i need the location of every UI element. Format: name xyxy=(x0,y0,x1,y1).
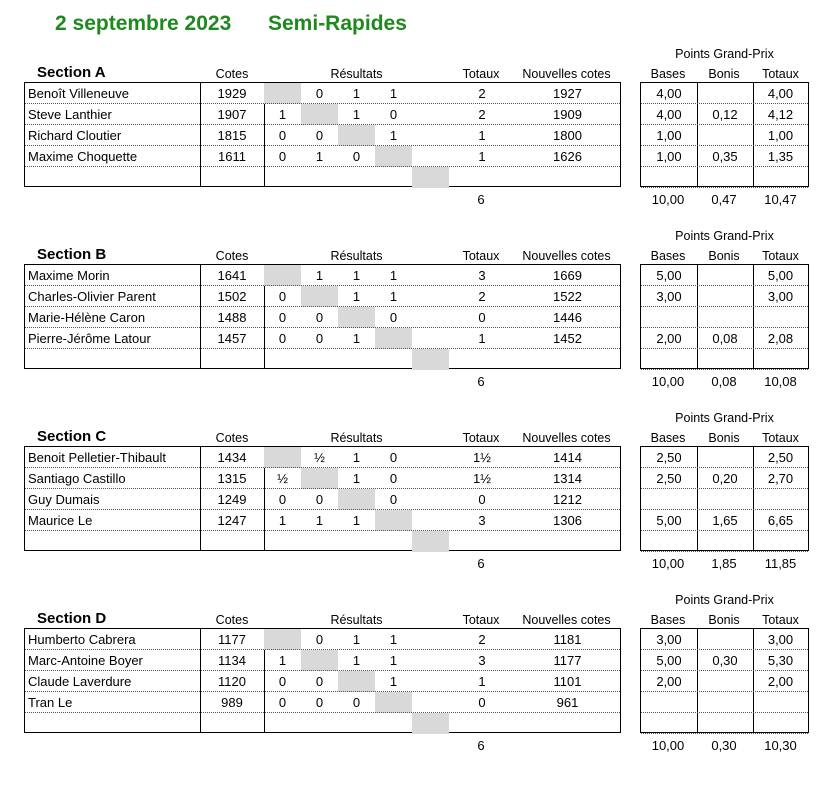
result-cell: 1 xyxy=(315,268,324,283)
player-cote: 1134 xyxy=(218,653,246,668)
gp-row xyxy=(641,265,808,286)
gp-row xyxy=(641,468,808,489)
gp-bases xyxy=(641,307,697,328)
result-cell: 0 xyxy=(315,86,324,101)
player-new-cote: 1909 xyxy=(553,107,582,122)
result-cell: 1 xyxy=(352,513,361,528)
table-row xyxy=(25,286,620,307)
result-cell: 0 xyxy=(278,674,287,689)
player-cote: 1929 xyxy=(217,86,247,101)
gp-total: 5,30 xyxy=(767,653,794,668)
header-nouvelles-cotes: Nouvelles cotes xyxy=(522,249,611,263)
player-name: Maxime Choquette xyxy=(28,149,138,164)
player-new-cote: 1181 xyxy=(553,632,582,647)
result-cell: 1 xyxy=(352,289,361,304)
result-cell xyxy=(301,650,338,671)
table-row xyxy=(25,692,620,713)
sum-bonis: 0,08 xyxy=(711,374,737,389)
grand-prix-table xyxy=(640,82,809,187)
gp-bases: 4,00 xyxy=(656,86,682,101)
results-table xyxy=(24,446,621,551)
table-row xyxy=(25,629,620,650)
player-cote: 1457 xyxy=(217,331,247,346)
grand-prix-title: Points Grand-Prix xyxy=(675,47,774,61)
sum-bases: 10,00 xyxy=(651,556,685,571)
gp-total: 2,70 xyxy=(767,471,794,486)
header-nouvelles-cotes: Nouvelles cotes xyxy=(522,613,611,627)
result-cell: 1 xyxy=(352,86,361,101)
gp-bonis xyxy=(697,447,753,468)
header-resultats: Résultats xyxy=(330,67,383,81)
player-name: Benoît Villeneuve xyxy=(28,86,129,101)
gp-bases xyxy=(641,489,697,510)
gp-total xyxy=(753,692,808,713)
player-name: Steve Lanthier xyxy=(28,107,112,122)
grand-prix-table xyxy=(640,446,809,551)
player-cote: 1434 xyxy=(217,450,247,465)
result-cell: 1 xyxy=(389,632,398,647)
result-cell: 0 xyxy=(278,310,287,325)
result-cell xyxy=(264,447,301,468)
gp-total: 3,00 xyxy=(767,632,794,647)
gp-row xyxy=(641,146,808,167)
result-cell xyxy=(338,125,375,146)
table-row xyxy=(25,265,620,286)
header-bonis: Bonis xyxy=(708,613,740,627)
sum-gp-total: 10,30 xyxy=(764,738,797,753)
result-cell xyxy=(301,104,338,125)
grand-prix-title: Points Grand-Prix xyxy=(675,593,774,607)
player-cote: 1249 xyxy=(217,492,247,507)
gp-row xyxy=(641,629,808,650)
header-bonis: Bonis xyxy=(708,249,740,263)
sum-bonis: 1,85 xyxy=(711,556,737,571)
table-row xyxy=(25,125,620,146)
result-cell: 0 xyxy=(389,310,398,325)
gp-row xyxy=(641,104,808,125)
result-cell: 0 xyxy=(389,492,398,507)
gp-total: 1,00 xyxy=(767,128,794,143)
player-cote: 1611 xyxy=(218,149,246,164)
result-cell xyxy=(338,489,375,510)
empty-row xyxy=(25,531,620,552)
result-cell: 0 xyxy=(278,128,287,143)
result-cell xyxy=(301,468,338,489)
result-cell: 0 xyxy=(389,107,398,122)
player-total: 1 xyxy=(478,674,486,689)
result-cell: 0 xyxy=(315,632,324,647)
empty-row xyxy=(25,713,620,734)
gp-bonis xyxy=(697,265,753,286)
player-name: Santiago Castillo xyxy=(28,471,126,486)
player-name: Claude Laverdure xyxy=(28,674,132,689)
result-cell: 1 xyxy=(315,513,324,528)
gp-empty-row xyxy=(641,713,808,734)
header-bonis: Bonis xyxy=(708,431,740,445)
result-cell: 1 xyxy=(389,289,398,304)
header-bases: Bases xyxy=(650,431,686,445)
gp-bonis xyxy=(697,489,753,510)
header-totaux: Totaux xyxy=(462,431,500,445)
gp-total: 5,00 xyxy=(767,268,794,283)
result-cell: 1 xyxy=(389,86,398,101)
section-block xyxy=(0,229,827,426)
result-cell xyxy=(338,307,375,328)
gp-empty-row xyxy=(641,167,808,188)
gp-row xyxy=(641,650,808,671)
header-cotes: Cotes xyxy=(215,431,249,445)
player-name: Humberto Cabrera xyxy=(28,632,136,647)
section-total-points: 6 xyxy=(477,556,485,571)
player-total: 3 xyxy=(478,268,486,283)
result-cell xyxy=(375,692,412,713)
result-cell xyxy=(375,146,412,167)
gp-bonis: 1,65 xyxy=(712,513,738,528)
player-name: Maxime Morin xyxy=(28,268,110,283)
player-new-cote: 1306 xyxy=(553,513,582,528)
results-table xyxy=(24,264,621,369)
gp-bases: 5,00 xyxy=(656,653,682,668)
player-cote: 1907 xyxy=(217,107,247,122)
gp-bases: 3,00 xyxy=(656,632,682,647)
event-date: 2 septembre 2023 xyxy=(55,12,232,35)
sum-bases: 10,00 xyxy=(651,738,685,753)
player-new-cote: 1522 xyxy=(553,289,582,304)
table-row xyxy=(25,146,620,167)
table-row xyxy=(25,328,620,349)
header-cotes: Cotes xyxy=(215,249,249,263)
header-resultats: Résultats xyxy=(330,613,383,627)
player-cote: 1641 xyxy=(217,268,247,283)
result-cell: 0 xyxy=(278,492,287,507)
gp-bonis: 0,35 xyxy=(712,149,738,164)
grand-prix-title: Points Grand-Prix xyxy=(675,411,774,425)
player-new-cote: 1314 xyxy=(553,471,582,486)
player-total: 0 xyxy=(478,310,486,325)
gp-row xyxy=(641,671,808,692)
header-resultats: Résultats xyxy=(330,249,383,263)
player-name: Maurice Le xyxy=(28,513,93,528)
player-new-cote: 1212 xyxy=(553,492,582,507)
gp-row xyxy=(641,83,808,104)
header-cotes: Cotes xyxy=(215,67,249,81)
result-cell: 1 xyxy=(352,331,361,346)
gp-bases: 2,50 xyxy=(656,471,682,486)
header-gp-totaux: Totaux xyxy=(762,249,799,263)
gp-bonis: 0,08 xyxy=(712,331,738,346)
gp-total xyxy=(753,489,808,510)
player-cote: 1177 xyxy=(218,632,246,647)
result-cell: 1 xyxy=(352,450,361,465)
section-title: Section C xyxy=(37,428,107,445)
player-cote: 1315 xyxy=(217,471,247,486)
result-cell: 0 xyxy=(315,128,324,143)
player-name: Marie-Hélène Caron xyxy=(28,310,146,325)
result-cell: 0 xyxy=(278,289,287,304)
player-total: 2 xyxy=(478,289,486,304)
player-new-cote: 1446 xyxy=(553,310,582,325)
player-new-cote: 1177 xyxy=(553,653,582,668)
result-cell: 0 xyxy=(389,471,398,486)
result-cell xyxy=(375,510,412,531)
gp-row xyxy=(641,447,808,468)
gp-row xyxy=(641,510,808,531)
section-total-points: 6 xyxy=(477,374,485,389)
player-name: Benoit Pelletier-Thibault xyxy=(28,450,167,465)
gp-bonis xyxy=(697,629,753,650)
player-cote: 1120 xyxy=(218,674,246,689)
table-row xyxy=(25,468,620,489)
result-cell: 0 xyxy=(315,492,324,507)
player-total: 3 xyxy=(478,513,486,528)
player-cote: 989 xyxy=(221,695,243,710)
result-cell: 1 xyxy=(352,632,361,647)
gp-bases: 1,00 xyxy=(656,128,682,143)
header-totaux: Totaux xyxy=(462,67,500,81)
gp-bonis: 0,12 xyxy=(712,107,738,122)
player-name: Tran Le xyxy=(28,695,73,710)
result-cell: 1 xyxy=(278,107,287,122)
result-cell xyxy=(338,671,375,692)
player-new-cote: 1927 xyxy=(553,86,582,101)
player-total: 1 xyxy=(478,128,486,143)
header-gp-totaux: Totaux xyxy=(762,67,799,81)
sum-bases: 10,00 xyxy=(651,192,685,207)
result-cell: ½ xyxy=(277,471,288,486)
player-new-cote: 961 xyxy=(556,695,579,710)
gp-bases: 5,00 xyxy=(656,513,682,528)
player-total: 3 xyxy=(478,653,486,668)
section-title: Section D xyxy=(37,610,107,627)
result-cell xyxy=(301,286,338,307)
player-total: 1½ xyxy=(472,471,492,486)
player-new-cote: 1669 xyxy=(553,268,582,283)
header-resultats: Résultats xyxy=(330,431,383,445)
gp-row xyxy=(641,125,808,146)
result-cell xyxy=(264,83,301,104)
results-table xyxy=(24,82,621,187)
result-cell: 1 xyxy=(278,513,287,528)
sum-bases: 10,00 xyxy=(651,374,685,389)
header-bases: Bases xyxy=(650,249,686,263)
header-bases: Bases xyxy=(650,67,686,81)
player-total: 1 xyxy=(478,331,486,346)
header-totaux: Totaux xyxy=(462,613,500,627)
section-total-points: 6 xyxy=(477,738,485,753)
result-cell: 0 xyxy=(278,331,287,346)
result-cell: 0 xyxy=(352,149,361,164)
header-cotes: Cotes xyxy=(215,613,249,627)
player-name: Marc-Antoine Boyer xyxy=(28,653,143,668)
gp-total xyxy=(753,307,808,328)
result-cell: 1 xyxy=(352,471,361,486)
section-title: Section B xyxy=(37,246,107,263)
empty-row xyxy=(25,167,620,188)
result-cell: 0 xyxy=(352,695,361,710)
gp-total: 2,50 xyxy=(767,450,794,465)
player-new-cote: 1414 xyxy=(553,450,582,465)
player-cote: 1815 xyxy=(217,128,247,143)
player-new-cote: 1452 xyxy=(553,331,582,346)
table-row xyxy=(25,650,620,671)
gp-row xyxy=(641,692,808,713)
gp-bases: 3,00 xyxy=(656,289,682,304)
gp-bases: 5,00 xyxy=(656,268,682,283)
player-new-cote: 1101 xyxy=(553,674,582,689)
player-total: 2 xyxy=(478,632,486,647)
player-cote: 1247 xyxy=(217,513,247,528)
sum-bonis: 0,47 xyxy=(711,192,737,207)
player-name: Guy Dumais xyxy=(28,492,100,507)
player-total: 2 xyxy=(478,86,486,101)
grand-prix-table xyxy=(640,264,809,369)
header-gp-totaux: Totaux xyxy=(762,431,799,445)
table-row xyxy=(25,307,620,328)
gp-empty-row xyxy=(641,349,808,370)
sum-gp-total: 10,47 xyxy=(764,192,797,207)
result-cell: 1 xyxy=(352,653,361,668)
section-total-points: 6 xyxy=(477,192,485,207)
gp-total: 1,35 xyxy=(767,149,794,164)
result-cell: 0 xyxy=(315,695,324,710)
sum-bonis: 0,30 xyxy=(711,738,737,753)
gp-row xyxy=(641,328,808,349)
result-cell: 0 xyxy=(315,331,324,346)
gp-bonis xyxy=(697,286,753,307)
player-name: Pierre-Jérôme Latour xyxy=(28,331,151,346)
result-cell: 1 xyxy=(315,149,324,164)
gp-bases: 2,50 xyxy=(656,450,682,465)
player-total: 2 xyxy=(478,107,486,122)
result-cell: 0 xyxy=(278,695,287,710)
table-row xyxy=(25,671,620,692)
gp-empty-row xyxy=(641,531,808,552)
header-totaux: Totaux xyxy=(462,249,500,263)
empty-row xyxy=(25,349,620,370)
result-cell xyxy=(264,629,301,650)
result-cell: 1 xyxy=(352,107,361,122)
sum-gp-total: 11,85 xyxy=(764,556,797,571)
gp-bonis xyxy=(697,671,753,692)
results-table xyxy=(24,628,621,733)
gp-bases: 4,00 xyxy=(656,107,682,122)
result-cell: 0 xyxy=(389,450,398,465)
result-cell: 0 xyxy=(315,674,324,689)
result-cell: 1 xyxy=(352,268,361,283)
gp-row xyxy=(641,307,808,328)
grand-prix-title: Points Grand-Prix xyxy=(675,229,774,243)
gp-bonis: 0,30 xyxy=(712,653,738,668)
table-row xyxy=(25,104,620,125)
result-cell: 0 xyxy=(315,310,324,325)
grand-prix-table xyxy=(640,628,809,733)
gp-total: 4,12 xyxy=(767,107,794,122)
player-total: 0 xyxy=(478,695,486,710)
gp-total: 3,00 xyxy=(767,289,794,304)
result-cell: 1 xyxy=(389,268,398,283)
player-total: 0 xyxy=(478,492,486,507)
player-cote: 1502 xyxy=(217,289,247,304)
table-row xyxy=(25,510,620,531)
table-row xyxy=(25,447,620,468)
header-gp-totaux: Totaux xyxy=(762,613,799,627)
section-block xyxy=(0,411,827,608)
sum-gp-total: 10,08 xyxy=(764,374,797,389)
gp-bonis: 0,20 xyxy=(712,471,738,486)
event-title: Semi-Rapides xyxy=(268,12,407,35)
gp-row xyxy=(641,286,808,307)
result-cell: 1 xyxy=(389,674,398,689)
result-cell: 1 xyxy=(389,128,398,143)
gp-total: 2,00 xyxy=(767,674,794,689)
gp-bases: 2,00 xyxy=(656,674,682,689)
gp-bases: 2,00 xyxy=(656,331,682,346)
table-row xyxy=(25,489,620,510)
table-row xyxy=(25,83,620,104)
gp-bases xyxy=(641,692,697,713)
result-cell: ½ xyxy=(314,450,325,465)
result-cell: 0 xyxy=(278,149,287,164)
player-total: 1½ xyxy=(472,450,492,465)
result-cell xyxy=(264,265,301,286)
gp-bonis xyxy=(697,307,753,328)
gp-bonis xyxy=(697,83,753,104)
gp-bonis xyxy=(697,125,753,146)
player-name: Charles-Olivier Parent xyxy=(28,289,156,304)
gp-row xyxy=(641,489,808,510)
header-nouvelles-cotes: Nouvelles cotes xyxy=(522,431,611,445)
section-block xyxy=(0,47,827,244)
player-new-cote: 1800 xyxy=(553,128,582,143)
gp-total: 4,00 xyxy=(767,86,794,101)
player-name: Richard Cloutier xyxy=(28,128,122,143)
gp-bonis xyxy=(697,692,753,713)
gp-total: 6,65 xyxy=(767,513,794,528)
section-title: Section A xyxy=(37,64,106,81)
gp-bases: 1,00 xyxy=(656,149,682,164)
header-bases: Bases xyxy=(650,613,686,627)
result-cell xyxy=(375,328,412,349)
gp-total: 2,08 xyxy=(767,331,794,346)
header-bonis: Bonis xyxy=(708,67,740,81)
player-cote: 1488 xyxy=(217,310,247,325)
result-cell: 1 xyxy=(278,653,287,668)
header-nouvelles-cotes: Nouvelles cotes xyxy=(522,67,611,81)
result-cell: 1 xyxy=(389,653,398,668)
player-total: 1 xyxy=(478,149,486,164)
player-new-cote: 1626 xyxy=(553,149,582,164)
